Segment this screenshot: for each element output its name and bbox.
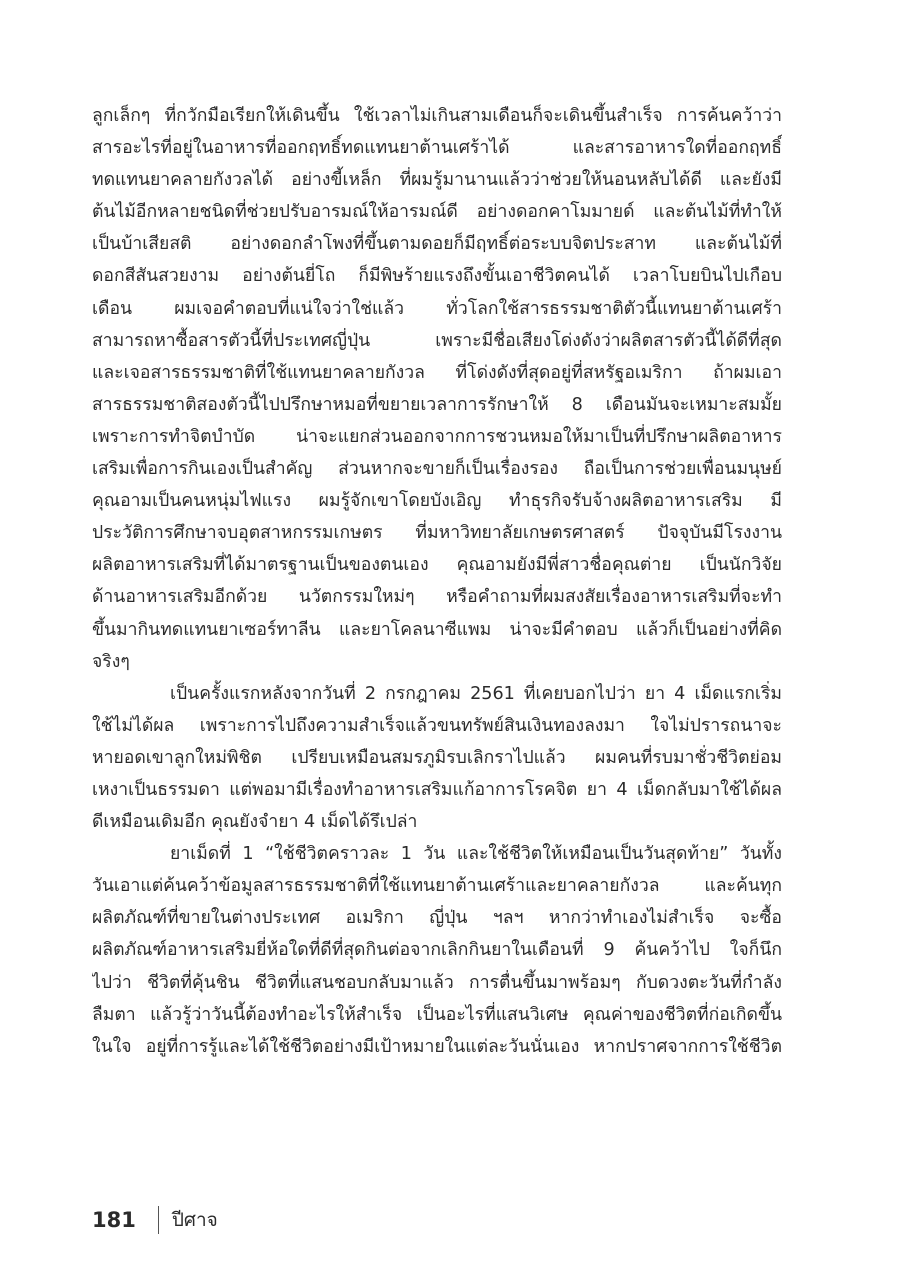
text-line: ใช้ไม่ได้ผล เพราะการไปถึงความสำเร็จแล้วขนทรัพย์สินเงินทองลงมา ใจไม่ปรารถนาจะ bbox=[92, 715, 782, 736]
text-line: และเจอสารธรรมชาติที่ใช้แทนยาคลายกังวล ที่โด่งดังที่สุดอยู่ที่สหรัฐอเมริกา ถ้าผมเอา bbox=[92, 362, 782, 383]
paragraph-first-line: เป็นครั้งแรกหลังจากวันที่ 2 กรกฎาคม 2561 ที่เคยบอกไปว่า ยา 4 เม็ดแรกเริ่ม bbox=[170, 683, 782, 704]
text-line: วันเอาแต่ค้นคว้าข้อมูลสารธรรมชาติที่ใช้แทนยาต้านเศร้าและยาคลายกังวล และค้นทุก bbox=[92, 876, 782, 897]
text-line: ทดแทนยาคลายกังวลได้ อย่างขี้เหล็ก ที่ผมรู้มานานแล้วว่าช่วยให้นอนหลับได้ดี และยังมี bbox=[92, 170, 782, 191]
body-text bbox=[92, 100, 782, 1063]
paragraph-end-line: ดีเหมือนเดิมอีก คุณยังจำยา 4 เม็ดได้รึเปล่า bbox=[92, 812, 418, 833]
text-line: เสริมเพื่อการกินเองเป็นสำคัญ ส่วนหากจะขายก็เป็นเรื่องรอง ถือเป็นการช่วยเพื่อนมนุษย์ bbox=[92, 459, 782, 480]
text-line: เหงาเป็นธรรมดา แต่พอมามีเรื่องทำอาหารเสริมแก้อาการโรคจิต ยา 4 เม็ดกลับมาใช้ได้ผล bbox=[92, 779, 782, 800]
page-number: 181 bbox=[92, 1208, 136, 1232]
text-line: คุณอามเป็นคนหนุ่มไฟแรง ผมรู้จักเขาโดยบังเอิญ ทำธุรกิจรับจ้างผลิตอาหารเสริม มี bbox=[92, 491, 782, 512]
text-line: ผลิตอาหารเสริมที่ได้มาตรฐานเป็นของตนเอง คุณอามยังมีพี่สาวชื่อคุณต่าย เป็นนักวิจัย bbox=[92, 555, 782, 576]
text-line: ขึ้นมากินทดแทนยาเซอร์ทาลีน และยาโคลนาซีแพม น่าจะมีคำตอบ แล้วก็เป็นอย่างที่คิด bbox=[92, 619, 782, 640]
text-line: ลูกเล็กๆ ที่กวักมือเรียกให้เดินขึ้น ใช้เวลาไม่เกินสามเดือนก็จะเดินขึ้นสำเร็จ การค้นคว้าว่า bbox=[92, 106, 782, 126]
paragraph-end-line: จริงๆ bbox=[92, 651, 130, 672]
text-line: เดือน ผมเจอคำตอบที่แน่ใจว่าใช่แล้ว ทั่วโลกใช้สารธรรมชาติตัวนี้แทนยาต้านเศร้า bbox=[92, 298, 782, 319]
text-line: เพราะการทำจิตบำบัด น่าจะแยกส่วนออกจากการชวนหมอให้มาเป็นที่ปรึกษาผลิตอาหาร bbox=[92, 426, 782, 447]
text-line: ผลิตภัณฑ์อาหารเสริมยี่ห้อใดที่ดีที่สุดกินต่อจากเลิกกินยาในเดือนที่ 9 ค้นคว้าไป ใจก็นึก bbox=[92, 940, 782, 961]
text-line: ด้านอาหารเสริมอีกด้วย นวัตกรรมใหม่ๆ หรือคำถามที่ผมสงสัยเรื่องอาหารเสริมที่จะทำ bbox=[92, 587, 782, 608]
text-line: สารอะไรที่อยู่ในอาหารที่ออกฤทธิ์ทดแทนยาต้านเศร้าได้ และสารอาหารใดที่ออกฤทธิ์ bbox=[92, 138, 782, 159]
text-line: ไปว่า ชีวิตที่คุ้นชิน ชีวิตที่แสนชอบกลับมาแล้ว การตื่นขึ้นมาพร้อมๆ กับดวงตะวันที่กำลัง bbox=[92, 972, 782, 993]
text-line: สามารถหาซื้อสารตัวนี้ที่ประเทศญี่ปุ่น เพราะมีชื่อเสียงโด่งดังว่าผลิตสารตัวนี้ได้ดีที่สุด bbox=[92, 330, 782, 351]
text-line: สารธรรมชาติสองตัวนี้ไปปรึกษาหมอที่ขยายเวลาการรักษาให้ 8 เดือนมันจะเหมาะสมมั้ย bbox=[92, 394, 782, 415]
text-line: ประวัติการศึกษาจบอุตสาหกรรมเกษตร ที่มหาวิทยาลัยเกษตรศาสตร์ ปัจจุบันมีโรงงาน bbox=[92, 523, 782, 544]
text-line: เป็นบ้าเสียสติ อย่างดอกลำโพงที่ขึ้นตามดอยก็มีฤทธิ์ต่อระบบจิตประสาท และต้นไม้ที่ bbox=[92, 234, 782, 255]
text-line: ดอกสีสันสวยงาม อย่างต้นยี่โถ ก็มีพิษร้ายแรงถึงขั้นเอาชีวิตคนได้ เวลาโบยบินไปเกือบ bbox=[92, 266, 782, 287]
page-footer bbox=[92, 1204, 218, 1236]
text-line: ในใจ อยู่ที่การรู้และได้ใช้ชีวิตอย่างมีเป้าหมายในแต่ละวันนั่นเอง หากปราศจากการใช้ชีวิต bbox=[92, 1036, 782, 1057]
footer-divider bbox=[158, 1206, 159, 1234]
paragraph-first-line: ยาเม็ดที่ 1 “ใช้ชีวิตคราวละ 1 วัน และใช้ชีวิตให้เหมือนเป็นวันสุดท้าย” วันทั้ง bbox=[170, 844, 782, 865]
text-line: หายอดเขาลูกใหม่พิชิต เปรียบเหมือนสมรภูมิรบเลิกราไปแล้ว ผมคนที่รบมาชั่วชีวิตย่อม bbox=[92, 747, 782, 768]
text-line: ผลิตภัณฑ์ที่ขายในต่างประเทศ อเมริกา ญี่ปุ่น ฯลฯ หากว่าทำเองไม่สำเร็จ จะซื้อ bbox=[92, 908, 782, 929]
text-line: ลืมตา แล้วรู้ว่าวันนี้ต้องทำอะไรให้สำเร็จ เป็นอะไรที่แสนวิเศษ คุณค่าของชีวิตที่ก่อเกิดขึ้น bbox=[92, 1004, 782, 1025]
running-title: ปีศาจ bbox=[171, 1209, 218, 1231]
text-line: ต้นไม้อีกหลายชนิดที่ช่วยปรับอารมณ์ให้อารมณ์ดี อย่างดอกคาโมมายด์ และต้นไม้ที่ทำให้ bbox=[92, 202, 782, 223]
